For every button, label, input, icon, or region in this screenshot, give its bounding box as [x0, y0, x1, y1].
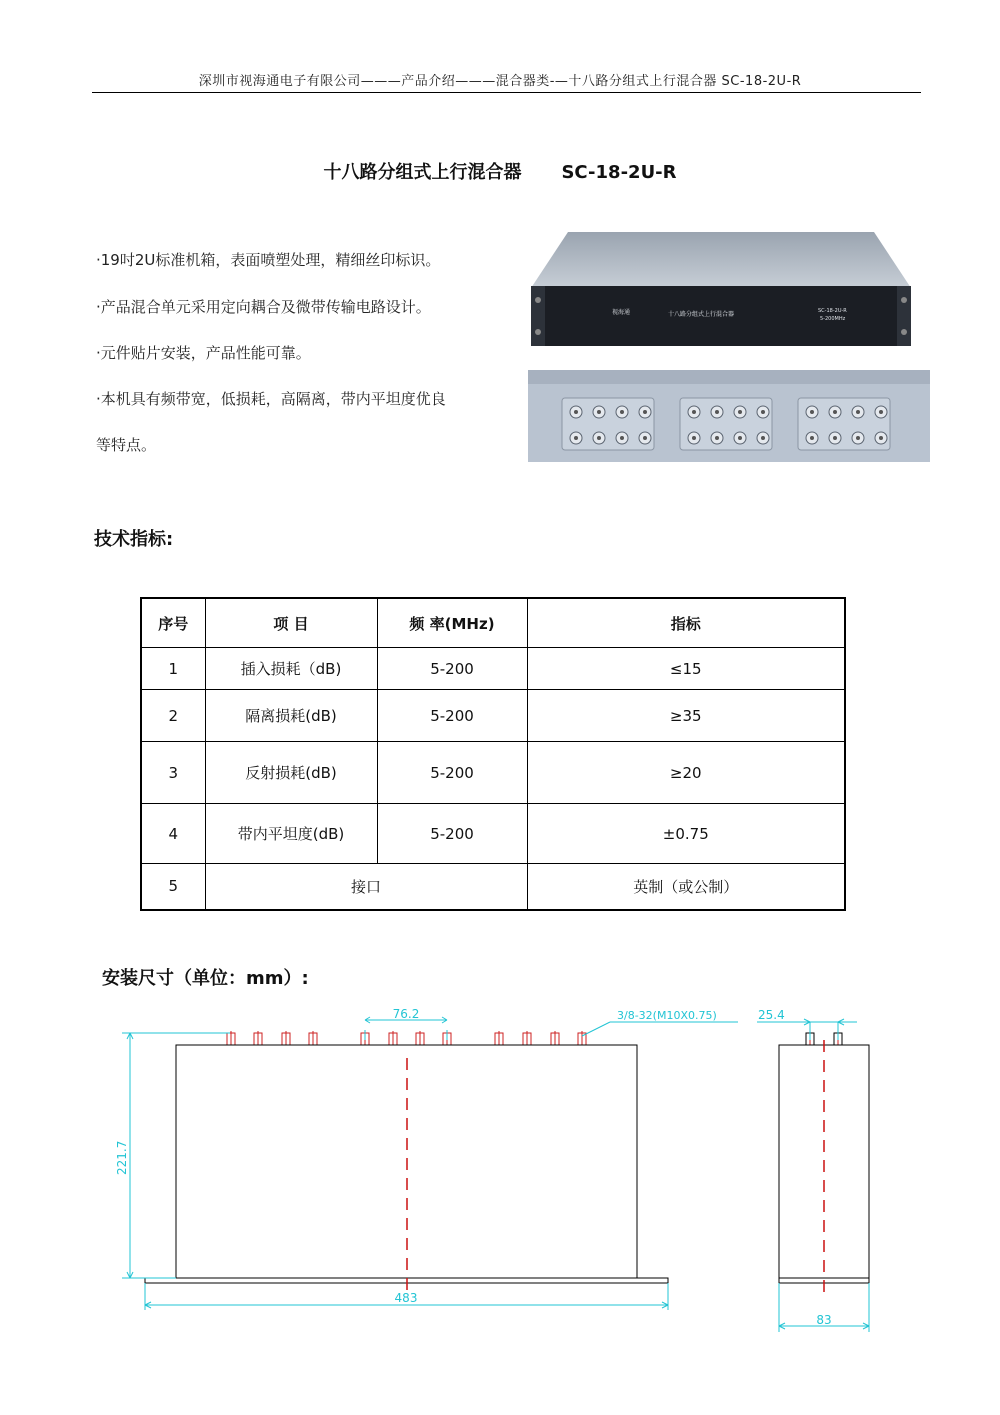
- product-title: [0, 158, 1000, 184]
- spec-cell: 英制（或公制）: [527, 864, 845, 910]
- dim-side-spacing-label: 25.4: [758, 1008, 785, 1022]
- spec-cell: ≥20: [527, 742, 845, 804]
- spec-cell: 5-200: [377, 804, 527, 864]
- feature-item: ·19吋2U标准机箱，表面喷塑处理，精细丝印标识。: [96, 251, 441, 269]
- product-photo-front: [528, 230, 914, 348]
- front-panel-logo: 视海通: [612, 309, 631, 316]
- spec-header-cell: 序号: [141, 598, 205, 648]
- spec-header-row: [141, 598, 845, 648]
- spec-row: [141, 742, 845, 804]
- dim-height-label: 221.7: [115, 1140, 129, 1175]
- spec-cell: 5: [141, 864, 205, 910]
- spec-cell: 2: [141, 690, 205, 742]
- spec-cell: 3: [141, 742, 205, 804]
- spec-cell: 4: [141, 804, 205, 864]
- spec-header-cell: 频 率(MHz): [377, 598, 527, 648]
- page-header: 深圳市视海通电子有限公司———产品介绍———混合器类-—十八路分组式上行混合器 SC-18-2U-R: [198, 74, 802, 89]
- feature-item: ·本机具有频带宽，低损耗，高隔离，带内平坦度优良: [96, 390, 446, 408]
- spec-cell: 反射损耗(dB): [205, 742, 377, 804]
- spec-cell: ±0.75: [527, 804, 845, 864]
- feature-item: 等特点。: [96, 436, 157, 454]
- dim-thread-label: 3/8-32(M10X0.75): [617, 1009, 717, 1022]
- front-panel-model: SC-18-2U-R: [818, 308, 847, 314]
- spec-cell: 5-200: [377, 742, 527, 804]
- spec-cell: ≤15: [527, 648, 845, 690]
- spec-row: [141, 804, 845, 864]
- connector-group: [798, 398, 890, 450]
- front-panel-name: 十八路分组式上行混合器: [668, 311, 735, 318]
- feature-item: ·元件贴片安装，产品性能可靠。: [96, 344, 311, 362]
- spec-cell: ≥35: [527, 690, 845, 742]
- spec-cell: 隔离损耗(dB): [205, 690, 377, 742]
- spec-cell: 5-200: [377, 690, 527, 742]
- spec-cell: 接口: [205, 864, 527, 910]
- spec-row: [141, 648, 845, 690]
- spec-header-cell: 指标: [527, 598, 845, 648]
- spec-row: [141, 690, 845, 742]
- product-model: SC-18-2U-R: [561, 162, 677, 183]
- connector-group: [680, 398, 772, 450]
- product-name: 十八路分组式上行混合器: [323, 162, 522, 183]
- dim-depth-label: 83: [816, 1313, 832, 1327]
- product-photo-rear: [528, 370, 930, 462]
- spec-cell: 5-200: [377, 648, 527, 690]
- dim-spacing-label: 76.2: [392, 1007, 420, 1021]
- spec-header-cell: 项 目: [205, 598, 377, 648]
- spec-row: [141, 864, 845, 910]
- front-panel-freq: 5-200MHz: [820, 316, 846, 322]
- spec-cell: 插入损耗（dB): [205, 648, 377, 690]
- spec-cell: 1: [141, 648, 205, 690]
- feature-item: ·产品混合单元采用定向耦合及微带传输电路设计。: [96, 298, 431, 316]
- spec-table: [140, 597, 846, 911]
- spec-cell: 带内平坦度(dB): [205, 804, 377, 864]
- dimension-drawing: [0, 995, 1000, 1340]
- connector-group: [562, 398, 654, 450]
- header-divider: [92, 92, 921, 93]
- dim-width-label: 483: [394, 1291, 418, 1305]
- dimension-section-title: 安装尺寸（单位：mm）:: [102, 968, 309, 989]
- spec-section-title: 技术指标:: [94, 529, 174, 550]
